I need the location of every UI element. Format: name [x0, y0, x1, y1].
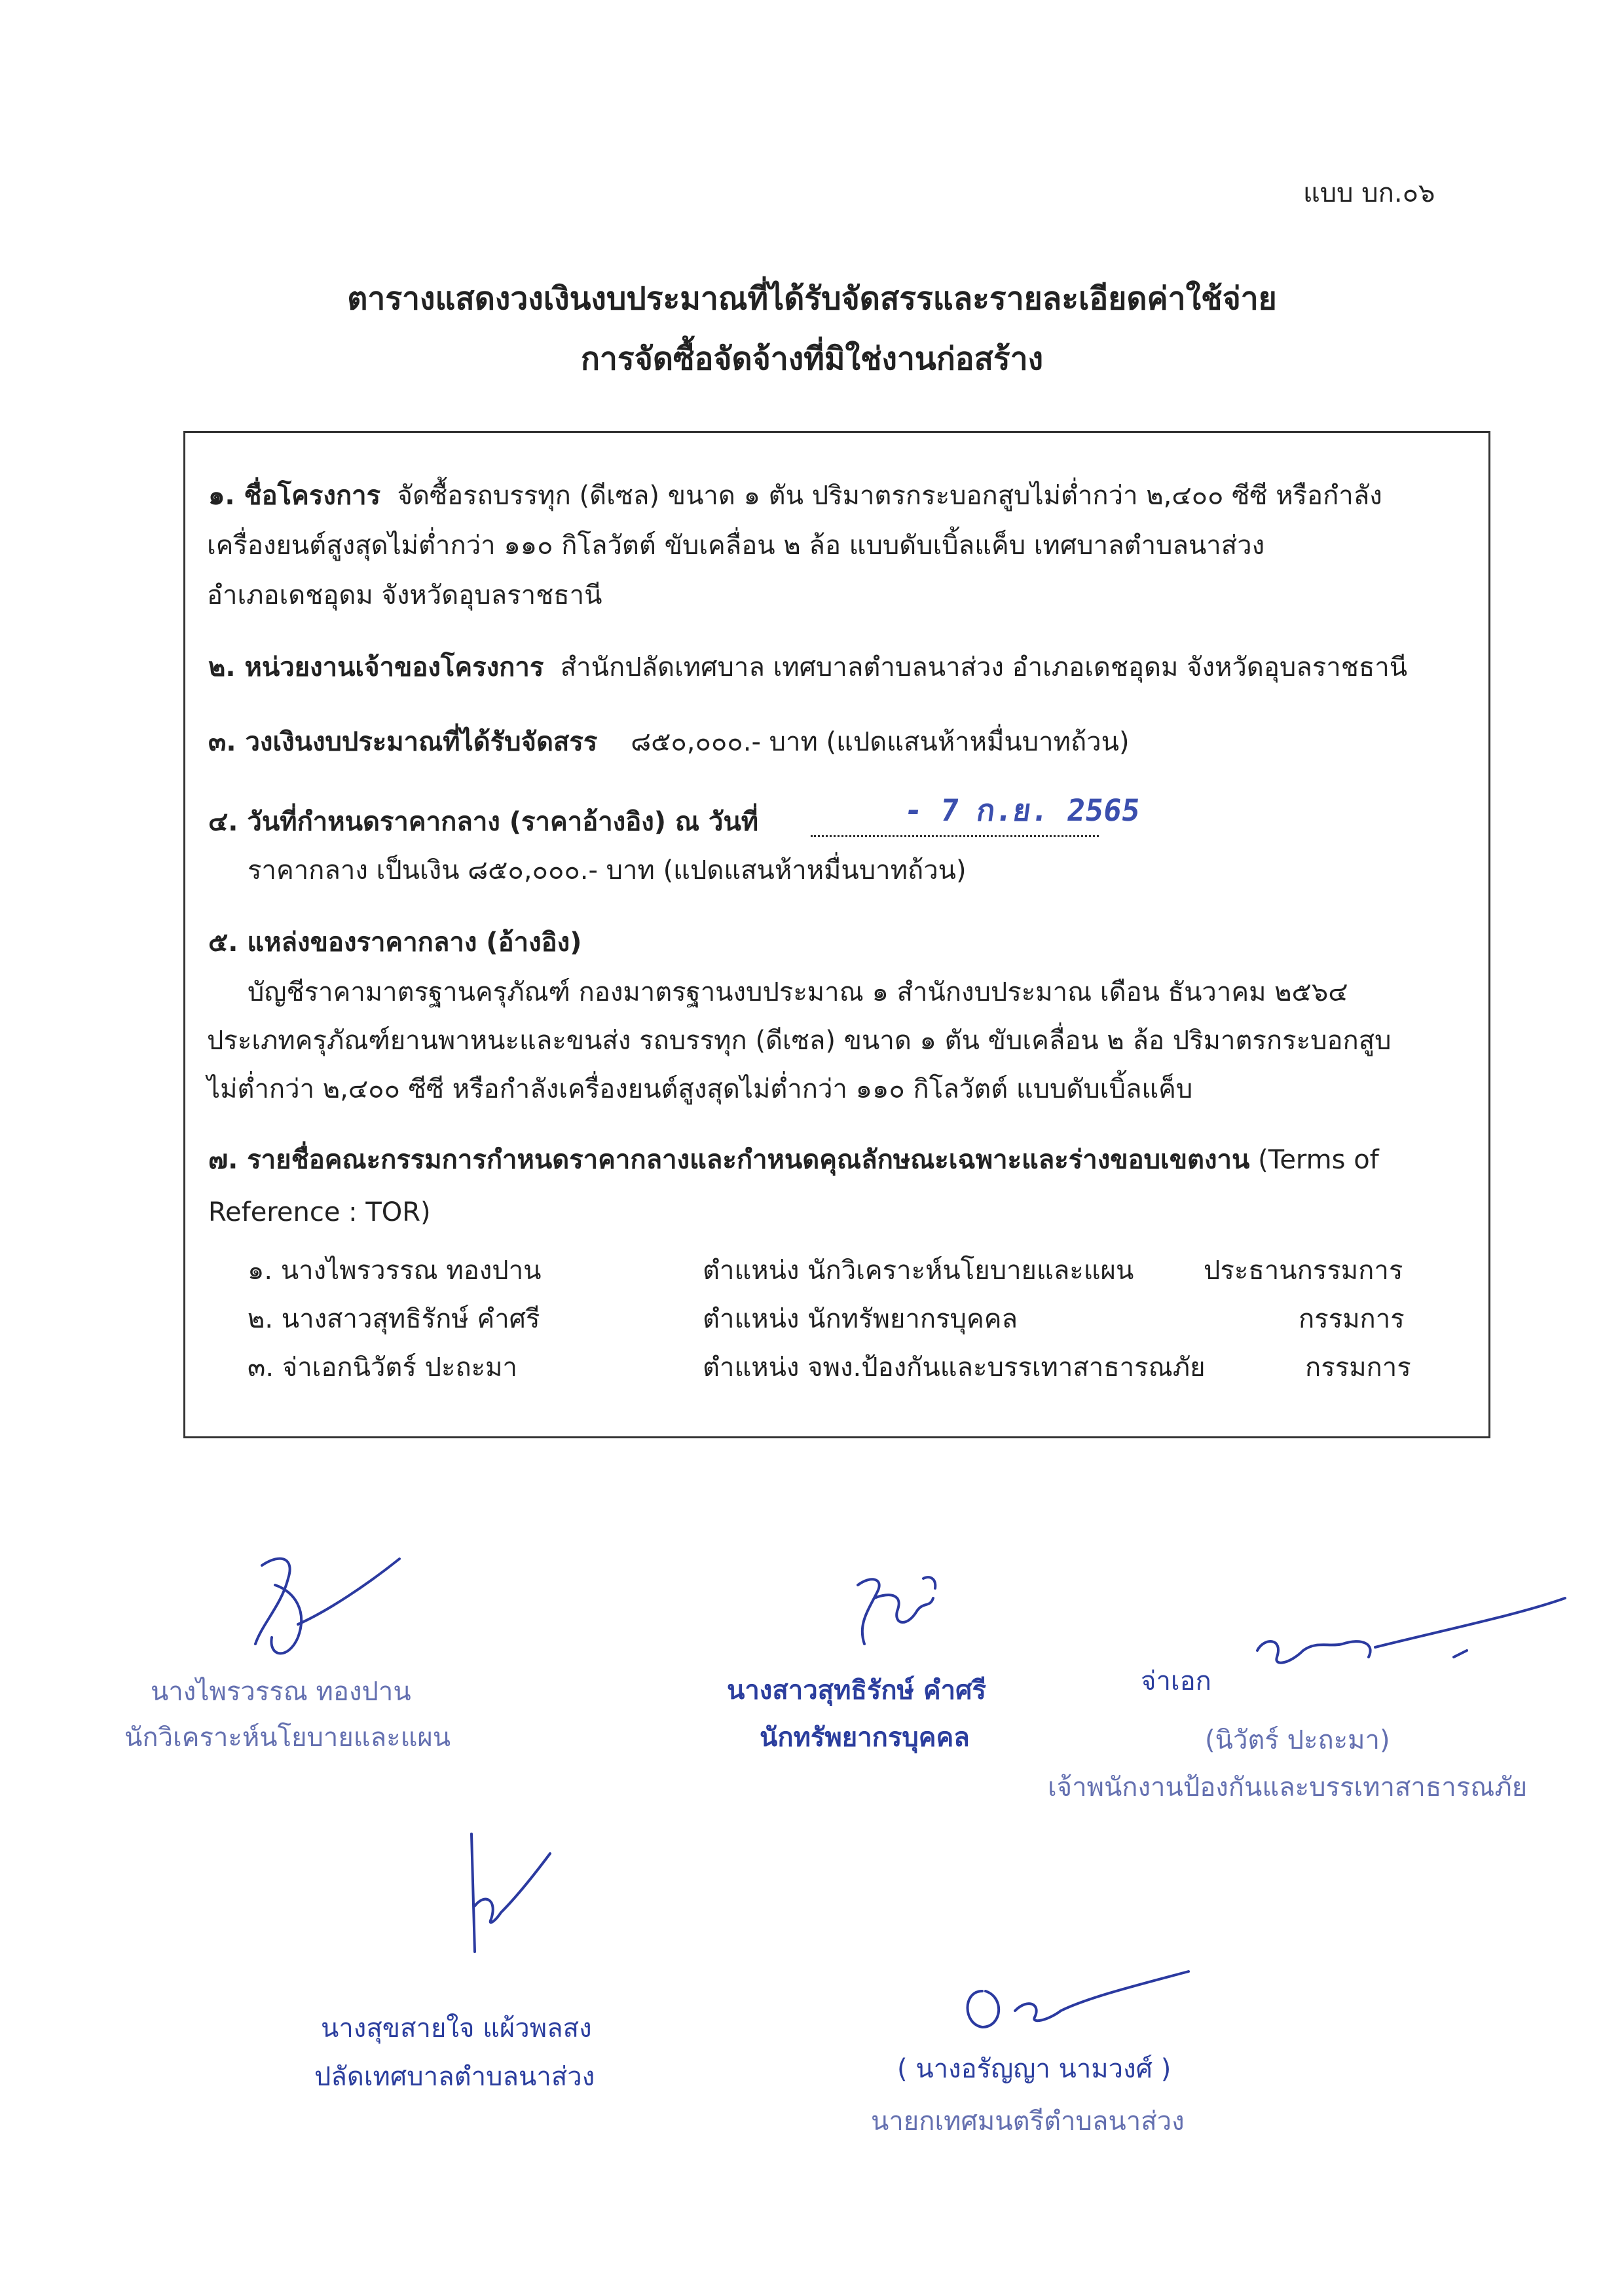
signature-1-title: นักวิเคราะห์นโยบายและแผน: [124, 1723, 451, 1753]
section-7-line-2: Reference : TOR): [208, 1197, 431, 1227]
section-5-label: ๕. แหล่งของราคากลาง (อ้างอิง): [208, 927, 582, 958]
document-subtitle: การจัดซื้อจัดจ้างที่มิใช่งานก่อสร้าง: [580, 341, 1044, 377]
committee-name-1: ๑. นางไพรวรรณ ทองปาน: [248, 1256, 542, 1286]
signature-3-name: (นิวัตร์ ปะถะมา): [1205, 1725, 1390, 1755]
signature-5-mark: [956, 1958, 1192, 2043]
section-5-line-2: ประเภทครุภัณฑ์ยานพาหนะและขนส่ง รถบรรทุก (ดีเซล) ขนาด ๑ ตัน ขับเคลื่อน ๒ ล้อ ปริมาตรกระบอกสูบ: [207, 1026, 1392, 1056]
section-1-label: ๑. ชื่อโครงการ: [208, 481, 381, 511]
section-7-label: ๗. รายชื่อคณะกรรมการกำหนดราคากลางและกำหนดคุณลักษณะเฉพาะและร่างขอบเขตงาน: [208, 1145, 1250, 1175]
committee-role-2: กรรมการ: [1299, 1304, 1405, 1334]
handwritten-date: - 7 ก.ย. 2565: [902, 793, 1143, 828]
section-3-label: ๓. วงเงินงบประมาณที่ได้รับจัดสรร: [208, 727, 598, 757]
section-5-line-1: บัญชีราคามาตรฐานครุภัณฑ์ กองมาตรฐานงบประมาณ ๑ สำนักงบประมาณ เดือน ธันวาคม ๒๕๖๔: [248, 977, 1348, 1007]
signature-3-mark: [1244, 1585, 1572, 1690]
committee-role-3: กรรมการ: [1305, 1353, 1411, 1383]
form-code: แบบ บก.๐๖: [1303, 178, 1435, 208]
signature-4-name: นางสุขสายใจ แผ้วพลสง: [321, 2013, 592, 2043]
section-3: [208, 729, 1130, 755]
committee-role-1: ประธานกรรมการ: [1204, 1256, 1403, 1286]
section-4-median-price: ราคากลาง เป็นเงิน ๘๕๐,๐๐๐.- บาท (แปดแสนห้าหมื่นบาทถ้วน): [248, 855, 967, 886]
signature-1-mark: [236, 1546, 406, 1677]
committee-position-1: ตำแหน่ง นักวิเคราะห์นโยบายและแผน: [703, 1256, 1134, 1286]
section-2: [208, 654, 1407, 681]
signature-2-name: นางสาวสุทธิรักษ์ คำศรี: [727, 1675, 986, 1706]
section-7-line-1: [208, 1147, 1379, 1173]
details-box: [183, 431, 1490, 1438]
signature-1-name: นางไพรวรรณ ทองปาน: [151, 1677, 411, 1707]
signature-2-title: นักทรัพยากรบุคคล: [760, 1723, 970, 1753]
signature-5-title: นายกเทศมนตรีตำบลนาส่วง: [871, 2106, 1185, 2136]
section-2-text: สำนักปลัดเทศบาล เทศบาลตำบลนาส่วง อำเภอเดชอุดม จังหวัดอุบลราชธานี: [560, 652, 1408, 682]
signature-2-mark: [845, 1572, 963, 1664]
section-1-line-1: [208, 483, 1382, 509]
committee-name-2: ๒. นางสาวสุทธิรักษ์ คำศรี: [248, 1304, 540, 1334]
section-1-line-2: เครื่องยนต์สูงสุดไม่ต่ำกว่า ๑๑๐ กิโลวัตต์ ขับเคลื่อน ๒ ล้อ แบบดับเบิ้ลแค็บ เทศบาลตำบลนาส่วง: [207, 531, 1265, 561]
committee-name-3: ๓. จ่าเอกนิวัตร์ ปะถะมา: [248, 1353, 517, 1383]
section-1-text: จัดซื้อรถบรรทุก (ดีเซล) ขนาด ๑ ตัน ปริมาตรกระบอกสูบไม่ต่ำกว่า ๒,๔๐๐ ซีซี หรือกำลัง: [397, 481, 1382, 511]
date-dotted-line: [811, 835, 1099, 837]
section-3-text: ๘๕๐,๐๐๐.- บาท (แปดแสนห้าหมื่นบาทถ้วน): [631, 727, 1130, 757]
section-4-label: ๔. วันที่กำหนดราคากลาง (ราคาอ้างอิง) ณ วันที่: [208, 807, 759, 837]
signature-4-mark: [458, 1827, 563, 1958]
committee-position-3: ตำแหน่ง จพง.ป้องกันและบรรเทาสาธารณภัย: [703, 1353, 1206, 1383]
signature-4-title: ปลัดเทศบาลตำบลนาส่วง: [314, 2062, 595, 2092]
document-title: ตารางแสดงวงเงินงบประมาณที่ได้รับจัดสรรและรายละเอียดค่าใช้จ่าย: [347, 280, 1277, 317]
signature-5-name: ( นางอรัญญา นามวงศ์ ): [897, 2054, 1172, 2084]
section-7-label-tail: (Terms of: [1258, 1145, 1379, 1175]
committee-position-2: ตำแหน่ง นักทรัพยากรบุคคล: [703, 1304, 1018, 1334]
signature-3-prefix: จ่าเอก: [1141, 1666, 1211, 1696]
section-5-line-3: ไม่ต่ำกว่า ๒,๔๐๐ ซีซี หรือกำลังเครื่องยนต์สูงสุดไม่ต่ำกว่า ๑๑๐ กิโลวัตต์ แบบดับเบิ้ลแค็บ: [207, 1074, 1193, 1104]
signature-3-title: เจ้าพนักงานป้องกันและบรรเทาสาธารณภัย: [1048, 1772, 1528, 1802]
section-1-line-3: อำเภอเดชอุดม จังหวัดอุบลราชธานี: [207, 580, 602, 610]
section-2-label: ๒. หน่วยงานเจ้าของโครงการ: [208, 652, 544, 682]
